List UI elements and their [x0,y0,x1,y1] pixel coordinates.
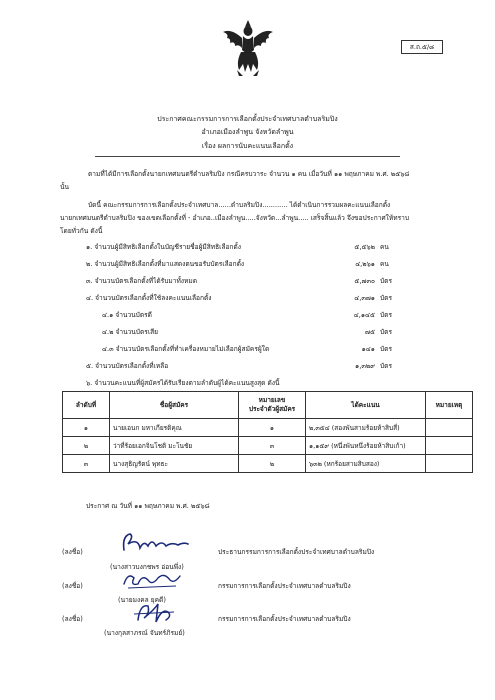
announce-date: ประกาศ ณ วันที่ ๑๑ พฤษภาคม พ.ศ. ๒๕๖๘ [86,502,210,510]
col-header-name: ชื่อผู้สมัคร [110,392,239,419]
signature-label: (ลงชื่อ) [62,615,83,623]
stat-unit: บัตร [380,345,393,353]
col-header-num-line1: หมายเลข [258,396,286,404]
cell-name: นางสุธิญรัตน์ พุทธะ [110,455,239,473]
cell-no: ๒ [63,437,110,455]
col-header-no: ลำดับที่ [63,392,110,419]
stat-value: ๕,๗๓๐ [354,277,375,285]
form-code-box: ส.ถ.๕/๘ [401,40,443,54]
stat-value: ๔,๓๗๑ [354,294,375,302]
stat-value: ๕,๕๖๒ [354,243,375,251]
cell-no: ๑ [63,419,110,437]
stat-value: ๑๔๑ [361,345,375,353]
stat-label: ๕. จำนวนบัตรเลือกตั้งที่เหลือ [86,362,169,370]
stat-unit: บัตร [380,362,393,370]
signature-label: (ลงชื่อ) [62,582,83,590]
signature-name: (นางสาวบงกชพร อ่อนพึ่ง) [110,563,184,571]
col-header-score: ได้คะแนน [306,392,426,419]
stat-unit: บัตร [380,294,393,302]
stat-value: ๗๕ [365,328,375,336]
stat-unit: บัตร [380,311,393,319]
stat-unit: บัตร [380,277,393,285]
header-title: ประกาศคณะกรรมการการเลือกตั้งประจำเทศบาลตำบลริมปิง [157,115,338,123]
stat-label: ๔.๒ จำนวนบัตรเสีย [102,328,158,336]
stat-label: ๓. จำนวนบัตรเลือกตั้งที่ได้รับมาทั้งหมด [86,277,198,285]
table-header-row [63,392,473,419]
cell-score: ๒,๓๕๔ (สองพันสามร้อยห้าสิบสี่) [306,419,426,437]
stat-unit: บัตร [380,328,393,336]
signature-name: (นายมงคล ยุคดี) [118,596,166,604]
header-subject: เรื่อง ผลการนับคะแนนเลือกตั้ง [201,142,294,150]
cell-num: ๒ [239,455,306,473]
results-table [62,391,473,473]
stat-label: ๒. จำนวนผู้มีสิทธิเลือกตั้งที่มาแสดงตนขอรับบัตรเลือกตั้ง [86,260,245,268]
stat-label: ๔. จำนวนบัตรเลือกตั้งที่ใช้ลงคะแนนเลือกตั้ง [86,294,212,302]
intro-para2-line3: โดยทั่วกัน ดังนี้ [60,227,103,235]
header-district: อำเภอเมืองลำพูน จังหวัดลำพูน [201,128,294,136]
table-row [63,419,473,437]
cell-no: ๓ [63,455,110,473]
cell-name: นายเอนก มหาเกียรติคุณ [110,419,239,437]
table-row [63,455,473,473]
col-header-num-line2: ประจำตัวผู้สมัคร [248,405,296,413]
signature-label: (ลงชื่อ) [62,548,83,556]
handwritten-signature [130,600,180,626]
cell-num: ๓ [239,437,306,455]
stat-value: ๔,๑๔๕ [353,311,375,319]
intro-para2-line1: บัดนี้ คณะกรรมการการเลือกตั้งประจำเทศบาล......ตำบลริมปิง............ ได้ดำเนินการรวมผลคะแนนเลือกตั้ง [88,201,391,209]
intro-para1-line2: นั้น [60,183,70,191]
cell-note [426,455,473,473]
signature-position: กรรมการการเลือกตั้งประจำเทศบาลตำบลริมปิง [218,615,351,623]
cell-name: ว่าที่ร้อยเอกจินโชติ มะโนชัย [110,437,239,455]
col-header-num [239,392,306,419]
header-divider [95,156,400,157]
stat-label: ๑. จำนวนผู้มีสิทธิเลือกตั้งในบัญชีรายชื่อผู้มีสิทธิเลือกตั้ง [86,243,241,251]
handwritten-signature [118,530,198,558]
stat-unit: คน [380,260,389,268]
cell-score: ๖๓๒ (หกร้อยสามสิบสอง) [306,455,426,473]
garuda-emblem [221,18,275,78]
stat-label: ๔.๑ จำนวนบัตรดี [102,311,152,319]
cell-note [426,419,473,437]
stat-label: ๖. จำนวนคะแนนที่ผู้สมัครได้รับเรียงตามลำดับผู้ได้คะแนนสูงสุด ดังนี้ [86,379,280,387]
intro-para1-line1: ตามที่ได้มีการเลือกตั้งนายกเทศมนตรีตำบลริมปิง กรณีครบวาระ จำนวน ๑ คน เมื่อวันที่ ๑๑ พฤษภาคม พ.ศ. ๒๕๖๘ [88,170,410,178]
cell-note [426,437,473,455]
col-header-note: หมายเหตุ [426,392,473,419]
signature-position: ประธานกรรมการการเลือกตั้งประจำเทศบาลตำบลริมปิง [218,548,375,556]
signature-position: กรรมการการเลือกตั้งประจำเทศบาลตำบลริมปิง [218,582,351,590]
stat-value: ๔,๒๖๑ [355,260,375,268]
cell-num: ๑ [239,419,306,437]
handwritten-signature [118,568,188,592]
intro-para2-line2: นายกเทศมนตรีตำบลริมปิง ของเขตเลือกตั้งที่ - อำเภอ..เมืองลำพูน.....จังหวัด...ลำพูน..... เสร็จสิ้นแล้ว จึงขอประกาศให้ทราบ [60,214,410,222]
cell-score: ๑,๑๕๙ (หนึ่งพันหนึ่งร้อยห้าสิบเก้า) [306,437,426,455]
table-row [63,437,473,455]
stat-value: ๑,๓๒๙ [355,362,375,370]
stat-unit: คน [380,243,389,251]
stat-label: ๔.๓ จำนวนบัตรเลือกตั้งที่ทำเครื่องหมายไม่เลือกผู้สมัครผู้ใด [102,345,270,353]
signature-name: (นางกุลสาภรณ์ จันทร์ภิรมย์) [104,629,185,637]
